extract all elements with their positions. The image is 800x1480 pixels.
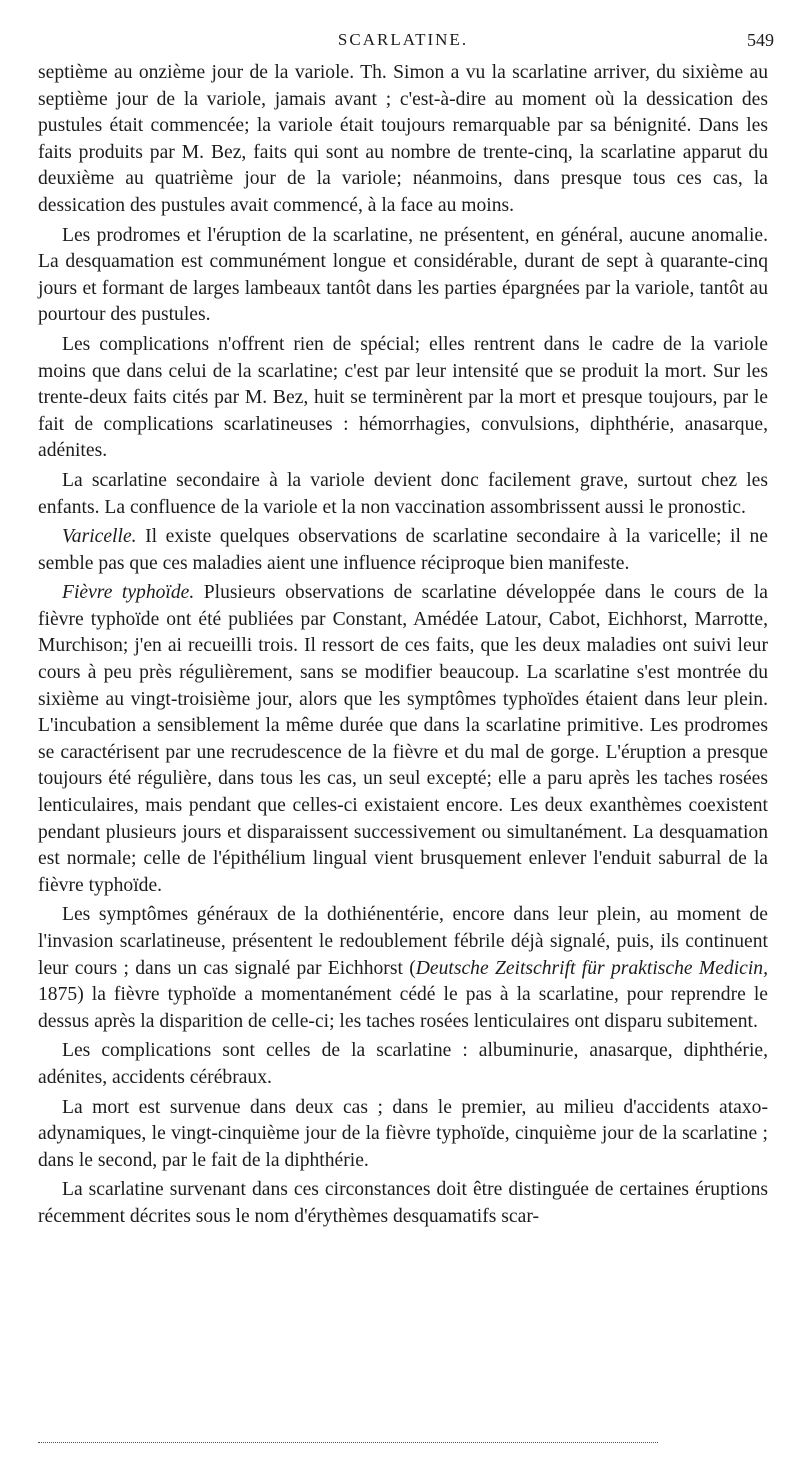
text-run: Plusieurs observations de scarlatine développée dans le cours de la fièvre typhoïde ont été publiées par Constant, Amédée Latour, Cabot, Eichhorst, Marrotte, Murchison; j'en ai recueilli trois. Il ressort de ces faits, que les deux maladies ont suivi leur cours à peu près régulièrement, sans se modifier beaucoup. La scarlatine s'est montrée du sixième au vingt-troisième jour, alors que les symptômes typhoïdes étaient dans leur plein. L'incubation a sensiblement la même durée que dans la scarlatine primitive. Les prodromes se caractérisent par une recrudescence de la fièvre et du mal de gorge. L'éruption a presque toujours été régulière, dans tous les cas, un seul excepté; elle a paru après les taches rosées lenticulaires, mais pendant que celles-ci existaient encore. Les deux exanthèmes coexistent pendant plusieurs jours et disparaissent successivement ou simultanément. La desquamation est normale; celle de l'épithélium lingual vient brusquement enlever l'enduit saburral de la fièvre typhoïde. (38, 582, 768, 896)
section-heading-fievre-typhoide: Fièvre typhoïde. (62, 582, 195, 604)
text-run: 1875) la fièvre typhoïde a momentanément cédé le pas à la scarlatine, pour reprendre le dessus après la disparition de celle-ci; les taches rosées lenticulaires ont disparu subitement. (38, 984, 768, 1032)
paragraph (38, 1095, 768, 1175)
body-text (38, 60, 768, 1231)
text-run: Les complications sont celles de la scarlatine : albuminurie, anasarque, diphthérie, adénites, accidents cérébraux. (38, 1040, 768, 1088)
text-run: Les prodromes et l'éruption de la scarlatine, ne présentent, en général, aucune anomalie. La desquamation est communément longue et considérable, durant de sept à quarante-cinq jours et formant de larges lambeaux tantôt dans les parties épargnées par la variole, tantôt au pourtour des pustules. (38, 224, 768, 326)
citation-title: Deutsche Zeitschrift für praktische Medicin, (415, 957, 768, 979)
text-run: La scarlatine survenant dans ces circonstances doit être distinguée de certaines éruptions récemment décrites sous le nom d'érythèmes desquamatifs scar- (38, 1179, 768, 1227)
paragraph (38, 332, 768, 465)
book-page (38, 30, 774, 1234)
paragraph (38, 1177, 768, 1230)
paragraph-fievre-typhoide (38, 580, 768, 899)
page-number: 549 (747, 30, 774, 50)
text-run: La mort est survenue dans deux cas ; dans le premier, au milieu d'accidents ataxo-adynamiques, le vingt-cinquième jour de la fièvre typhoïde, cinquième jour de la scarlatine ; dans le second, par le fait de la diphthérie. (38, 1096, 768, 1171)
text-run: La scarlatine secondaire à la variole devient donc facilement grave, surtout chez les enfants. La confluence de la variole et la non vaccination assombrissent aussi le pronostic. (38, 469, 768, 518)
running-head (38, 30, 774, 60)
running-title: SCARLATINE. (337, 30, 469, 49)
text-run: Les symptômes généraux de la dothiénentérie, encore dans leur plein, au moment de l'invasion scarlatineuse, présentent le redoublement fébrile déjà signalé, puis, ils continuent leur cours ; dans un cas signalé par Eichhorst ( (38, 904, 768, 979)
bottom-dotted-rule (38, 1442, 658, 1443)
text-run: septième au onzième jour de la variole. Th. Simon a vu la scarlatine arriver, du sixième au septième jour de la variole, jamais avant ; c'est-à-dire au moment où la dessication des pustules était commencée; la variole était toujours remarquable par sa bénignité. Dans les faits produits par M. Bez, faits qui sont au nombre de trente-cinq, la scarlatine apparut du deuxième au quatrième jour de la variole; néanmoins, dans presque tous ces cas, la dessication des pustules avait commencé, à la face au moins. (38, 62, 768, 216)
text-run: Il existe quelques observations de scarlatine secondaire à la varicelle; il ne semble pas que ces maladies aient une influence réciproque bien manifeste. (38, 526, 768, 574)
paragraph (38, 468, 768, 521)
section-heading-varicelle: Varicelle. (62, 526, 137, 548)
paragraph (38, 223, 768, 329)
paragraph (38, 60, 768, 220)
paragraph (38, 1038, 768, 1091)
text-run: Les complications n'offrent rien de spécial; elles rentrent dans le cadre de la variole moins que dans celui de la scarlatine; c'est par leur intensité que se produit la mort. Sur les trente-deux faits cités par M. Bez, huit se terminèrent par la mort et presque toujours, par le fait de complications scarlatineuses : hémorrhagies, convulsions, diphthérie, anasarque, adénites. (38, 333, 768, 462)
paragraph (38, 902, 768, 1035)
paragraph-varicelle (38, 524, 768, 577)
